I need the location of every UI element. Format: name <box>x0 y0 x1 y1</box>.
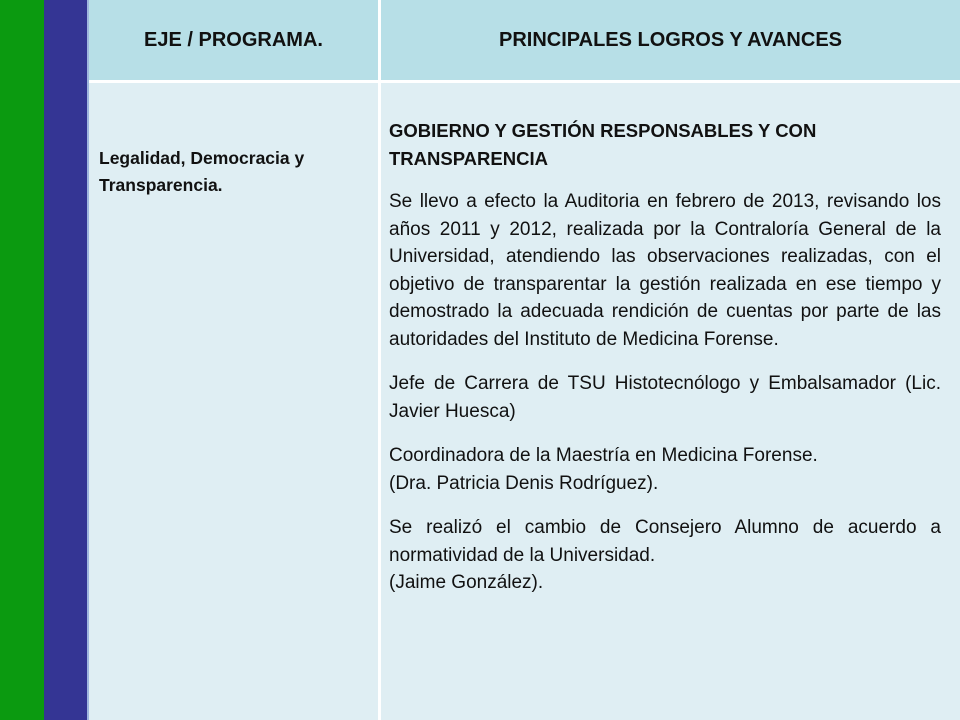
header-logros-label: PRINCIPALES LOGROS Y AVANCES <box>498 28 843 51</box>
paragraph-coordinadora: Coordinadora de la Maestría en Medicina Forense. <box>389 445 818 466</box>
paragraph-coordinadora-name: (Dra. Patricia Denis Rodríguez). <box>389 472 659 494</box>
cell-logros <box>381 83 960 720</box>
green-side-bar <box>0 0 44 720</box>
cell-eje <box>89 83 378 720</box>
header-logros-avances <box>381 0 960 80</box>
header-eje-programa <box>89 0 378 80</box>
paragraph-auditoria: Se llevo a efecto la Auditoria en febrero de 2013, revisando los años 2011 y 2012, realizada por la Contraloría General de la Universidad, atendiendo las observaciones realizadas, con el objetivo de transparentar la gestión realizada en ese tiempo y demostrado la adecuada rendición de cuentas por parte de las autoridades del Instituto de Medicina Forense. <box>389 191 941 350</box>
section-title: GOBIERNO Y GESTIÓN RESPONSABLES Y CON TRANSPARENCIA <box>389 120 817 169</box>
paragraph-consejero: Se realizó el cambio de Consejero Alumno de acuerdo a normatividad de la Universidad. <box>389 517 941 566</box>
header-eje-label: EJE / PROGRAMA. <box>144 28 323 51</box>
logros-content <box>389 117 941 614</box>
paragraph-jefe-carrera: Jefe de Carrera de TSU Histotecnólogo y Embalsamador (Lic. Javier Huesca) <box>389 373 941 422</box>
eje-name: Legalidad, Democracia y Transparencia. <box>99 148 305 195</box>
achievements-table <box>89 0 960 720</box>
paragraph-consejero-name: (Jaime González). <box>389 572 544 593</box>
blue-side-bar <box>44 0 88 720</box>
